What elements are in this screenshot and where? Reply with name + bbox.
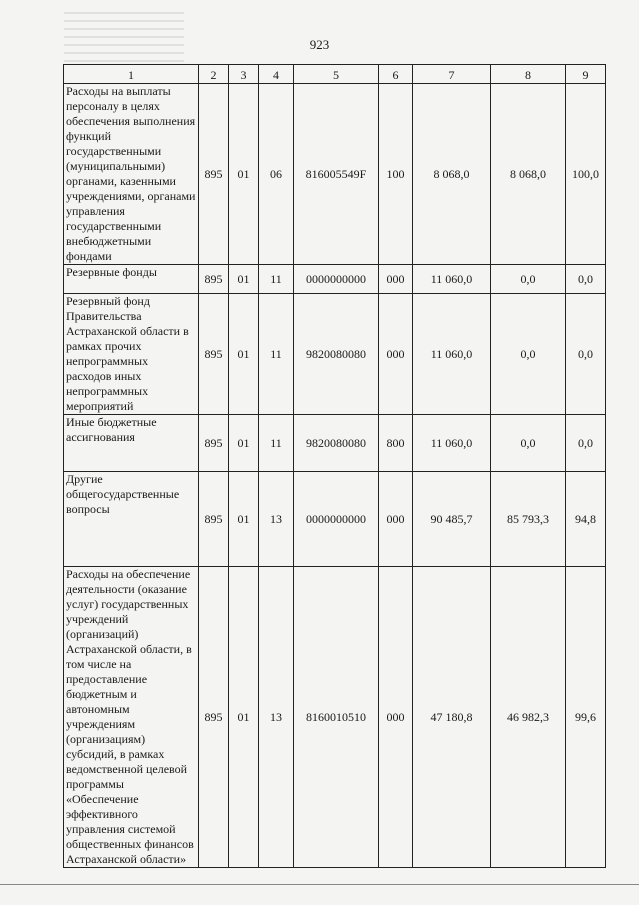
cell-subsection: 06	[259, 84, 294, 265]
table-row	[64, 472, 606, 567]
cell-executed: 8 068,0	[491, 84, 566, 265]
cell-planned: 8 068,0	[413, 84, 491, 265]
col-header-7: 7	[413, 65, 491, 84]
cell-executed: 0,0	[491, 265, 566, 294]
cell-subsection: 11	[259, 415, 294, 472]
table-row	[64, 294, 606, 415]
cell-target-code: 8160010510	[294, 567, 379, 868]
row-description: Другие общегосударственные вопросы	[64, 472, 199, 567]
cell-admin-code: 895	[199, 84, 229, 265]
cell-expense-type: 000	[379, 567, 413, 868]
budget-table	[63, 64, 606, 868]
cell-admin-code: 895	[199, 294, 229, 415]
cell-section: 01	[229, 567, 259, 868]
table-row	[64, 84, 606, 265]
col-header-9: 9	[566, 65, 606, 84]
cell-section: 01	[229, 472, 259, 567]
cell-target-code: 9820080080	[294, 294, 379, 415]
cell-planned: 11 060,0	[413, 415, 491, 472]
cell-admin-code: 895	[199, 415, 229, 472]
cell-section: 01	[229, 415, 259, 472]
cell-executed: 0,0	[491, 294, 566, 415]
cell-executed: 85 793,3	[491, 472, 566, 567]
cell-expense-type: 100	[379, 84, 413, 265]
cell-admin-code: 895	[199, 567, 229, 868]
row-description: Расходы на выплаты персоналу в целях обеспечения выполнения функций государственными (муниципальными) органами, казенными учреждениями, органами управления государственными внебюджетными фондами	[64, 84, 199, 265]
table-row	[64, 567, 606, 868]
cell-expense-type: 000	[379, 472, 413, 567]
cell-percent: 0,0	[566, 415, 606, 472]
row-description: Резервные фонды	[64, 265, 199, 294]
cell-section: 01	[229, 84, 259, 265]
row-description: Резервный фонд Правительства Астраханской области в рамках прочих непрограммных расходов иных непрограммных мероприятий	[64, 294, 199, 415]
header-row	[64, 65, 606, 84]
col-header-6: 6	[379, 65, 413, 84]
col-header-2: 2	[199, 65, 229, 84]
cell-subsection: 13	[259, 472, 294, 567]
cell-admin-code: 895	[199, 472, 229, 567]
cell-subsection: 11	[259, 265, 294, 294]
table-row	[64, 265, 606, 294]
cell-subsection: 11	[259, 294, 294, 415]
cell-admin-code: 895	[199, 265, 229, 294]
cell-planned: 11 060,0	[413, 265, 491, 294]
cell-subsection: 13	[259, 567, 294, 868]
row-description: Расходы на обеспечение деятельности (оказание услуг) государственных учреждений (организаций) Астраханской области, в том числе на предоставление бюджетным и автономным учреждениям (организациям) субсидий, в рамках ведомственной целевой программы «Обеспечение эффективного управления системой общественных финансов Астраханской области»	[64, 567, 199, 868]
row-description: Иные бюджетные ассигнования	[64, 415, 199, 472]
cell-expense-type: 000	[379, 265, 413, 294]
cell-target-code: 0000000000	[294, 472, 379, 567]
cell-planned: 90 485,7	[413, 472, 491, 567]
cell-percent: 0,0	[566, 294, 606, 415]
table-row	[64, 415, 606, 472]
col-header-1: 1	[64, 65, 199, 84]
cell-section: 01	[229, 265, 259, 294]
cell-percent: 99,6	[566, 567, 606, 868]
cell-planned: 47 180,8	[413, 567, 491, 868]
page-number: 923	[309, 37, 330, 52]
cell-expense-type: 800	[379, 415, 413, 472]
cell-executed: 46 982,3	[491, 567, 566, 868]
col-header-4: 4	[259, 65, 294, 84]
cell-target-code: 0000000000	[294, 265, 379, 294]
cell-target-code: 816005549F	[294, 84, 379, 265]
cell-section: 01	[229, 294, 259, 415]
col-header-8: 8	[491, 65, 566, 84]
cell-target-code: 9820080080	[294, 415, 379, 472]
col-header-3: 3	[229, 65, 259, 84]
cell-executed: 0,0	[491, 415, 566, 472]
bottom-divider	[0, 884, 639, 885]
cell-percent: 94,8	[566, 472, 606, 567]
cell-percent: 0,0	[566, 265, 606, 294]
cell-planned: 11 060,0	[413, 294, 491, 415]
cell-percent: 100,0	[566, 84, 606, 265]
col-header-5: 5	[294, 65, 379, 84]
cell-expense-type: 000	[379, 294, 413, 415]
